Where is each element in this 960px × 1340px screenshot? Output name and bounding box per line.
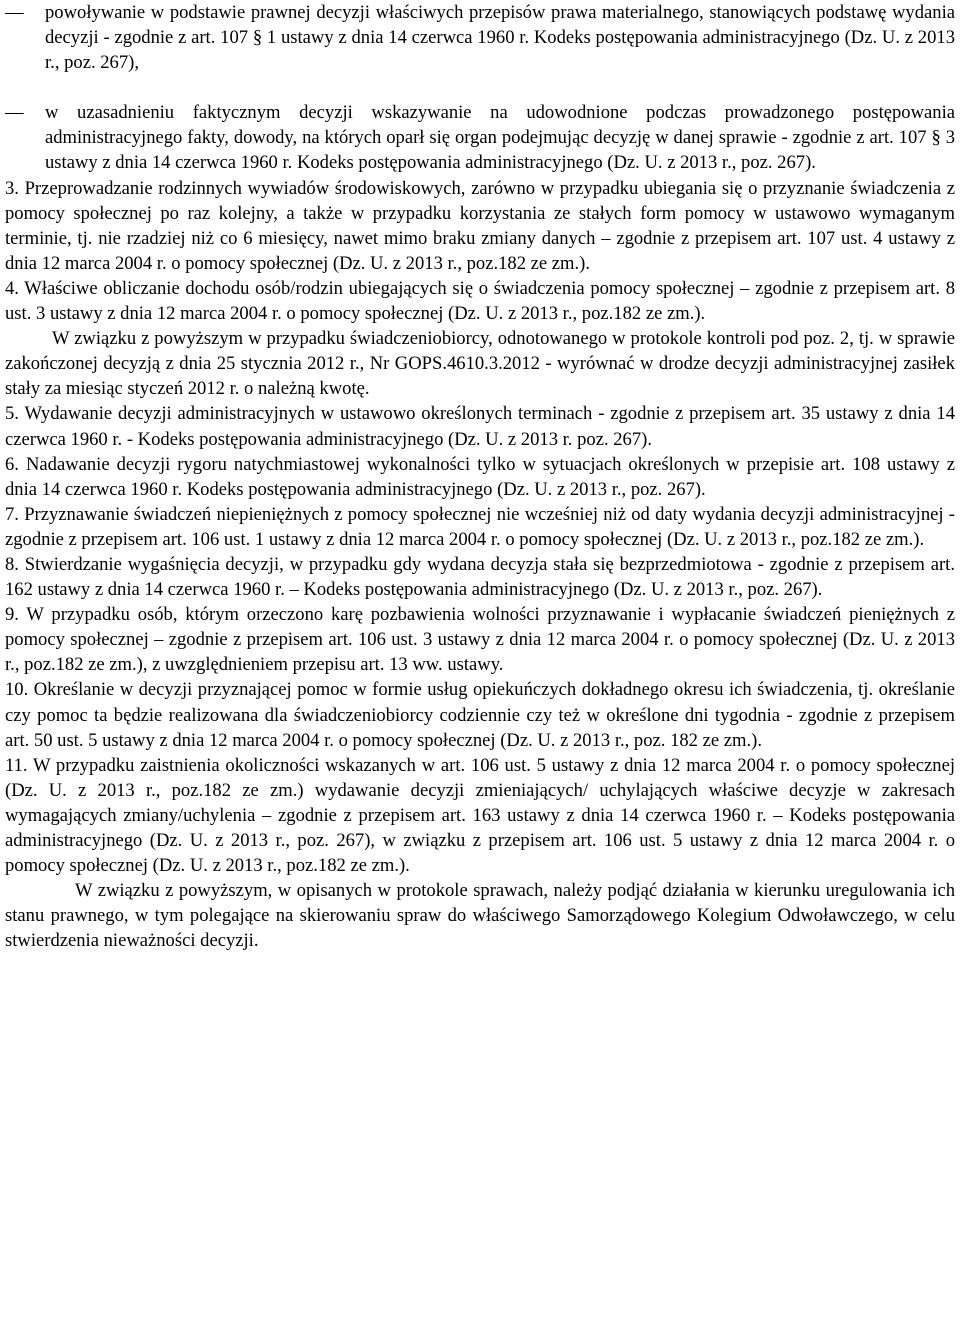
list-item-dash-2 xyxy=(5,100,955,175)
spacer xyxy=(5,75,955,100)
paragraph-4-followup: W związku z powyższym w przypadku świadczeniobiorcy, odnotowanego w protokole kontroli pod poz. 2, tj. w sprawie zakończonej decyzją z dnia 25 stycznia 2012 r., Nr GOPS.4610.3.2012 - wyrównać w drodze decyzji administracyjnej zasiłek stały za miesiąc styczeń 2012 r. o należną kwotę. xyxy=(5,328,955,400)
paragraph-3: 3. Przeprowadzanie rodzinnych wywiadów środowiskowych, zarówno w przypadku ubiegania się o przyznanie świadczenia z pomocy społecznej po raz kolejny, a także w przypadku korzystania ze stałych form pomocy w ustawowo wymaganym terminie, tj. nie rzadziej niż co 6 miesięcy, nawet mimo braku zmiany danych – zgodnie z przepisem art. 107 ust. 4 ustawy z dnia 12 marca 2004 r. o pomocy społecznej (Dz. U. z 2013 r., poz.182 ze zm.). xyxy=(5,177,955,274)
list-item-text: powoływanie w podstawie prawnej decyzji właściwych przepisów prawa materialnego, stanowiących podstawę wydania decyzji - zgodnie z art. 107 § 1 ustawy z dnia 14 czerwca 1960 r. Kodeks postępowania administracyjnego (Dz. U. z 2013 r., poz. 267), xyxy=(45,2,955,74)
paragraph-conclusion: W związku z powyższym, w opisanych w protokole sprawach, należy podjąć działania w kierunku uregulowania ich stanu prawnego, w tym polegające na skierowaniu spraw do właściwego Samorządowego Kolegium Odwoławczego, w celu stwierdzenia nieważności decyzji. xyxy=(5,880,955,952)
paragraph-6: 6. Nadawanie decyzji rygoru natychmiastowej wykonalności tylko w sytuacjach określonych w przepisie art. 108 ustawy z dnia 14 czerwca 1960 r. Kodeks postępowania administracyjnego (Dz. U. z 2013 r., poz. 267). xyxy=(5,453,955,500)
paragraph-10: 10. Określanie w decyzji przyznającej pomoc w formie usług opiekuńczych dokładnego okresu ich świadczenia, tj. określanie czy pomoc ta będzie realizowana dla świadczeniobiorcy codziennie czy też w określone dni tygodnia - zgodnie z przepisem art. 50 ust. 5 ustawy z dnia 12 marca 2004 r. o pomocy społecznej (Dz. U. z 2013 r., poz. 182 ze zm.). xyxy=(5,679,955,751)
list-item-dash-1 xyxy=(5,0,955,75)
paragraph-5: 5. Wydawanie decyzji administracyjnych w ustawowo określonych terminach - zgodnie z przepisem art. 35 ustawy z dnia 14 czerwca 1960 r. - Kodeks postępowania administracyjnego (Dz. U. z 2013 r. poz. 267). xyxy=(5,403,955,450)
paragraph-7: 7. Przyznawanie świadczeń niepieniężnych z pomocy społecznej nie wcześniej niż od daty wydania decyzji administracyjnej - zgodnie z przepisem art. 106 ust. 1 ustawy z dnia 12 marca 2004 r. o pomocy społecznej (Dz. U. z 2013 r., poz.182 ze zm.). xyxy=(5,503,955,550)
paragraph-11: 11. W przypadku zaistnienia okoliczności wskazanych w art. 106 ust. 5 ustawy z dnia 12 marca 2004 r. o pomocy społecznej (Dz. U. z 2013 r., poz.182 ze zm.) wydawanie decyzji zmieniających/ uchylających właściwe decyzje w zakresach wymagających zmiany/uchylenia – zgodnie z przepisem art. 163 ustawy z dnia 14 czerwca 1960 r. – Kodeks postępowania administracyjnego (Dz. U. z 2013 r., poz. 267), w związku z przepisem art. 106 ust. 5 ustawy z dnia 12 marca 2004 r. o pomocy społecznej (Dz. U. z 2013 r., poz.182 ze zm.). xyxy=(5,754,955,877)
dash-bullet: — xyxy=(5,2,24,23)
dash-bullet: — xyxy=(5,102,24,124)
list-item-text: w uzasadnieniu faktycznym decyzji wskazywanie na udowodnione podczas prowadzonego postępowania administracyjnego fakty, dowody, na których oparł się organ podejmując decyzję w danej sprawie - zgodnie z art. 107 § 3 ustawy z dnia 14 czerwca 1960 r. Kodeks postępowania administracyjnego (Dz. U. z 2013 r., poz. 267). xyxy=(45,102,955,174)
paragraph-8: 8. Stwierdzanie wygaśnięcia decyzji, w przypadku gdy wydana decyzja stała się bezprzedmiotowa - zgodnie z przepisem art. 162 ustawy z dnia 14 czerwca 1960 r. – Kodeks postępowania administracyjnego (Dz. U. z 2013 r., poz. 267). xyxy=(5,553,955,601)
paragraph-9: 9. W przypadku osób, którym orzeczono karę pozbawienia wolności przyznawanie i wypłacanie świadczeń pieniężnych z pomocy społecznej – zgodnie z przepisem art. 106 ust. 3 ustawy z dnia 12 marca 2004 r. o pomocy społecznej (Dz. U. z 2013 r., poz.182 ze zm.), z uwzględnieniem przepisu art. 13 ww. ustawy. xyxy=(5,604,955,676)
paragraph-4: 4. Właściwe obliczanie dochodu osób/rodzin ubiegających się o świadczenia pomocy społecznej – zgodnie z przepisem art. 8 ust. 3 ustawy z dnia 12 marca 2004 r. o pomocy społecznej (Dz. U. z 2013 r., poz.182 ze zm.). xyxy=(5,277,955,325)
